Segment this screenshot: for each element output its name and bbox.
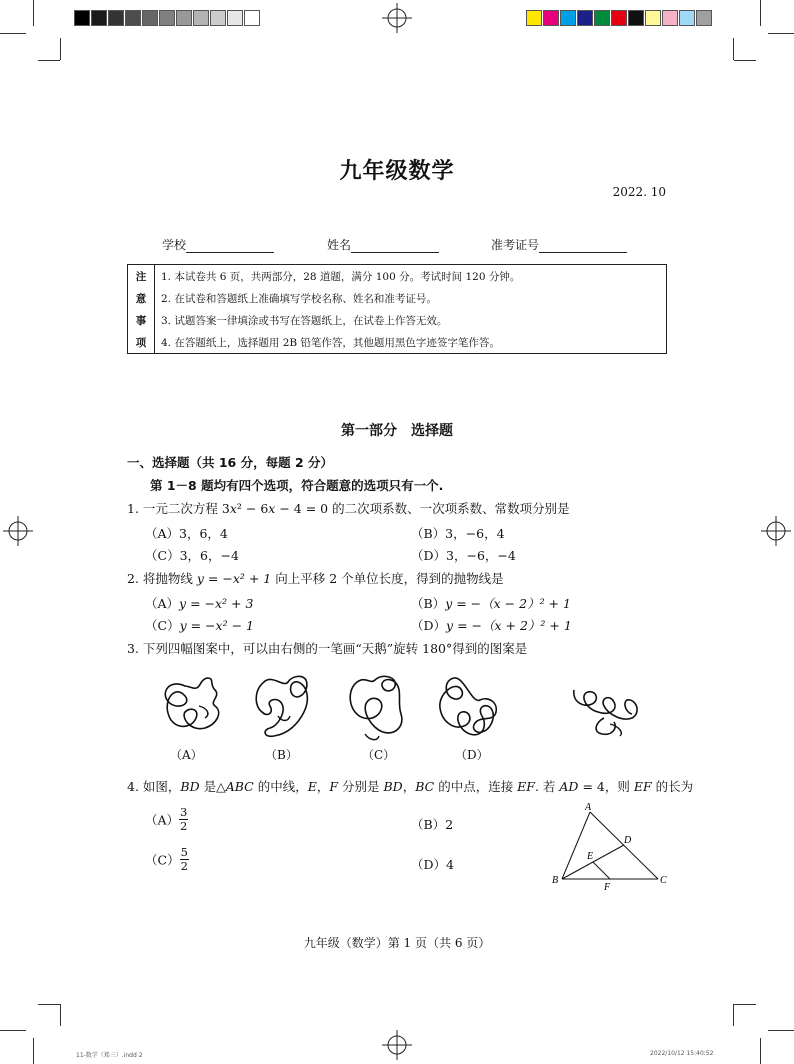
crop-mark xyxy=(60,1004,61,1026)
q2-option-c[interactable]: （C）y = −x² − 1 xyxy=(145,618,254,633)
q4-option-c[interactable]: （C） $\frac{5}{2}$ xyxy=(145,845,188,873)
calibration-swatch xyxy=(577,10,593,26)
exam-date: 2022. 10 xyxy=(612,185,666,199)
q3-label-b: （B） xyxy=(265,748,298,762)
crop-mark xyxy=(33,1038,34,1064)
swan-figure-c[interactable] xyxy=(341,672,411,744)
calibration-swatch xyxy=(679,10,695,26)
registration-mark-bottom xyxy=(382,1030,412,1060)
calibration-swatch xyxy=(628,10,644,26)
question-4-stem: 4. 如图，BD 是△ABC 的中线，E，F 分别是 BD，BC 的中点，连接 EF. 若 AD = 4，则 EF 的长为 xyxy=(127,779,694,794)
q3-label-d: （D） xyxy=(455,748,489,762)
calibration-swatch xyxy=(74,10,90,26)
exam-number-field[interactable] xyxy=(491,236,627,253)
q3-label-a: （A） xyxy=(170,748,203,762)
question-3-stem: 3. 下列四幅图案中，可以由右侧的一笔画“天鹅”旋转 180°得到的图案是 xyxy=(127,641,528,656)
crop-mark xyxy=(38,60,60,61)
school-label: 学校 xyxy=(162,238,187,252)
calibration-swatch xyxy=(227,10,243,26)
edge-ab xyxy=(562,812,590,879)
name-field[interactable] xyxy=(327,236,439,253)
note-item: 4. 在答题纸上，选择题用 2B 铅笔作答，其他题用黑色字迹签字笔作答。 xyxy=(155,331,667,354)
note-item: 3. 试题答案一律填涂或书写在答题纸上，在试卷上作答无效。 xyxy=(155,309,667,331)
swan-figure-d[interactable] xyxy=(430,672,502,744)
registration-mark-right xyxy=(761,516,791,546)
calibration-swatch xyxy=(645,10,661,26)
q1-option-b[interactable]: （B）3，−6，4 xyxy=(411,526,505,541)
crop-mark xyxy=(60,38,61,60)
calibration-swatch xyxy=(176,10,192,26)
notes-label-char: 事 xyxy=(128,309,155,331)
page-title: 九年级数学 xyxy=(339,158,455,184)
note-item: 2. 在试卷和答题纸上准确填写学校名称、姓名和准考证号。 xyxy=(155,287,667,309)
registration-mark-top xyxy=(382,3,412,33)
timestamp-slug: 2022/10/12 15:40:52 xyxy=(650,1050,714,1057)
calibration-swatch xyxy=(244,10,260,26)
exam-number-blank[interactable] xyxy=(539,239,627,253)
triangle-figure xyxy=(545,800,675,892)
swan-figure-b[interactable] xyxy=(248,672,318,742)
calibration-swatch xyxy=(696,10,712,26)
question-2-stem: 2. 将抛物线 y = −x² + 1 向上平移 2 个单位长度，得到的抛物线是 xyxy=(127,571,504,586)
notes-label-char: 注 xyxy=(128,265,155,288)
school-field[interactable] xyxy=(162,236,274,253)
q1-option-c[interactable]: （C）3，6，−4 xyxy=(145,548,239,563)
calibration-swatch xyxy=(125,10,141,26)
calibration-swatch xyxy=(210,10,226,26)
calibration-swatch xyxy=(91,10,107,26)
point-d-label: D xyxy=(624,835,632,846)
section-instructions: 第 1－8 题均有四个选项，符合题意的选项只有一个. xyxy=(150,478,444,493)
registration-mark-left xyxy=(3,516,33,546)
calibration-swatch xyxy=(560,10,576,26)
crop-mark xyxy=(768,33,794,34)
notes-table xyxy=(127,264,667,354)
crop-mark xyxy=(734,1004,756,1005)
calibration-swatch xyxy=(193,10,209,26)
q4-option-b[interactable]: （B）2 xyxy=(411,817,454,832)
section-title: 一、选择题（共 16 分，每题 2 分） xyxy=(127,455,334,470)
name-blank[interactable] xyxy=(351,239,439,253)
crop-mark xyxy=(0,33,26,34)
question-1-stem: 1. 一元二次方程 3x² − 6x − 4 = 0 的二次项系数、一次项系数、常数项分别是 xyxy=(127,501,570,516)
segment-ef xyxy=(593,862,610,879)
q4-option-a[interactable]: （A） $\frac{3}{2}$ xyxy=(145,805,188,833)
q1-option-d[interactable]: （D）3，−6，−4 xyxy=(411,548,516,563)
calibration-swatch xyxy=(159,10,175,26)
calibration-swatch xyxy=(611,10,627,26)
name-label: 姓名 xyxy=(327,238,352,252)
note-item: 1. 本试卷共 6 页，共两部分，28 道题，满分 100 分。考试时间 120 分钟。 xyxy=(155,265,667,288)
vertex-b-label: B xyxy=(552,875,559,886)
file-slug: 11-数学（郑三）.indd 2 xyxy=(76,1052,143,1059)
crop-mark xyxy=(733,1004,734,1026)
vertex-c-label: C xyxy=(660,875,667,886)
notes-label-char: 意 xyxy=(128,287,155,309)
swan-figure-a[interactable] xyxy=(155,672,227,742)
calibration-swatch xyxy=(662,10,678,26)
vertex-a-label: A xyxy=(585,802,592,813)
exam-number-label: 准考证号 xyxy=(491,238,540,252)
crop-mark xyxy=(33,0,34,26)
school-blank[interactable] xyxy=(186,239,274,253)
crop-mark xyxy=(760,0,761,26)
swan-reference-figure xyxy=(566,678,642,740)
crop-mark xyxy=(768,1030,794,1031)
page-footer: 九年级（数学）第 1 页（共 6 页） xyxy=(303,936,491,950)
crop-mark xyxy=(38,1004,60,1005)
crop-mark xyxy=(0,1030,26,1031)
crop-mark xyxy=(733,38,734,60)
crop-mark xyxy=(760,1038,761,1064)
q1-option-a[interactable]: （A）3，6，4 xyxy=(145,526,228,541)
part-title: 第一部分 选择题 xyxy=(341,423,453,439)
point-f-label: F xyxy=(604,882,611,892)
q3-label-c: （C） xyxy=(362,748,396,762)
q2-option-a[interactable]: （A）y = −x² + 3 xyxy=(145,596,254,611)
calibration-swatch xyxy=(142,10,158,26)
calibration-swatch xyxy=(594,10,610,26)
q2-option-d[interactable]: （D）y = −（x + 2）² + 1 xyxy=(411,618,572,633)
q2-option-b[interactable]: （B）y = −（x − 2）² + 1 xyxy=(411,596,571,611)
calibration-swatch xyxy=(108,10,124,26)
point-e-label: E xyxy=(587,851,594,862)
crop-mark xyxy=(734,60,756,61)
calibration-swatch xyxy=(543,10,559,26)
calibration-swatch xyxy=(526,10,542,26)
q4-option-d[interactable]: （D）4 xyxy=(411,857,454,872)
notes-label-char: 项 xyxy=(128,331,155,354)
